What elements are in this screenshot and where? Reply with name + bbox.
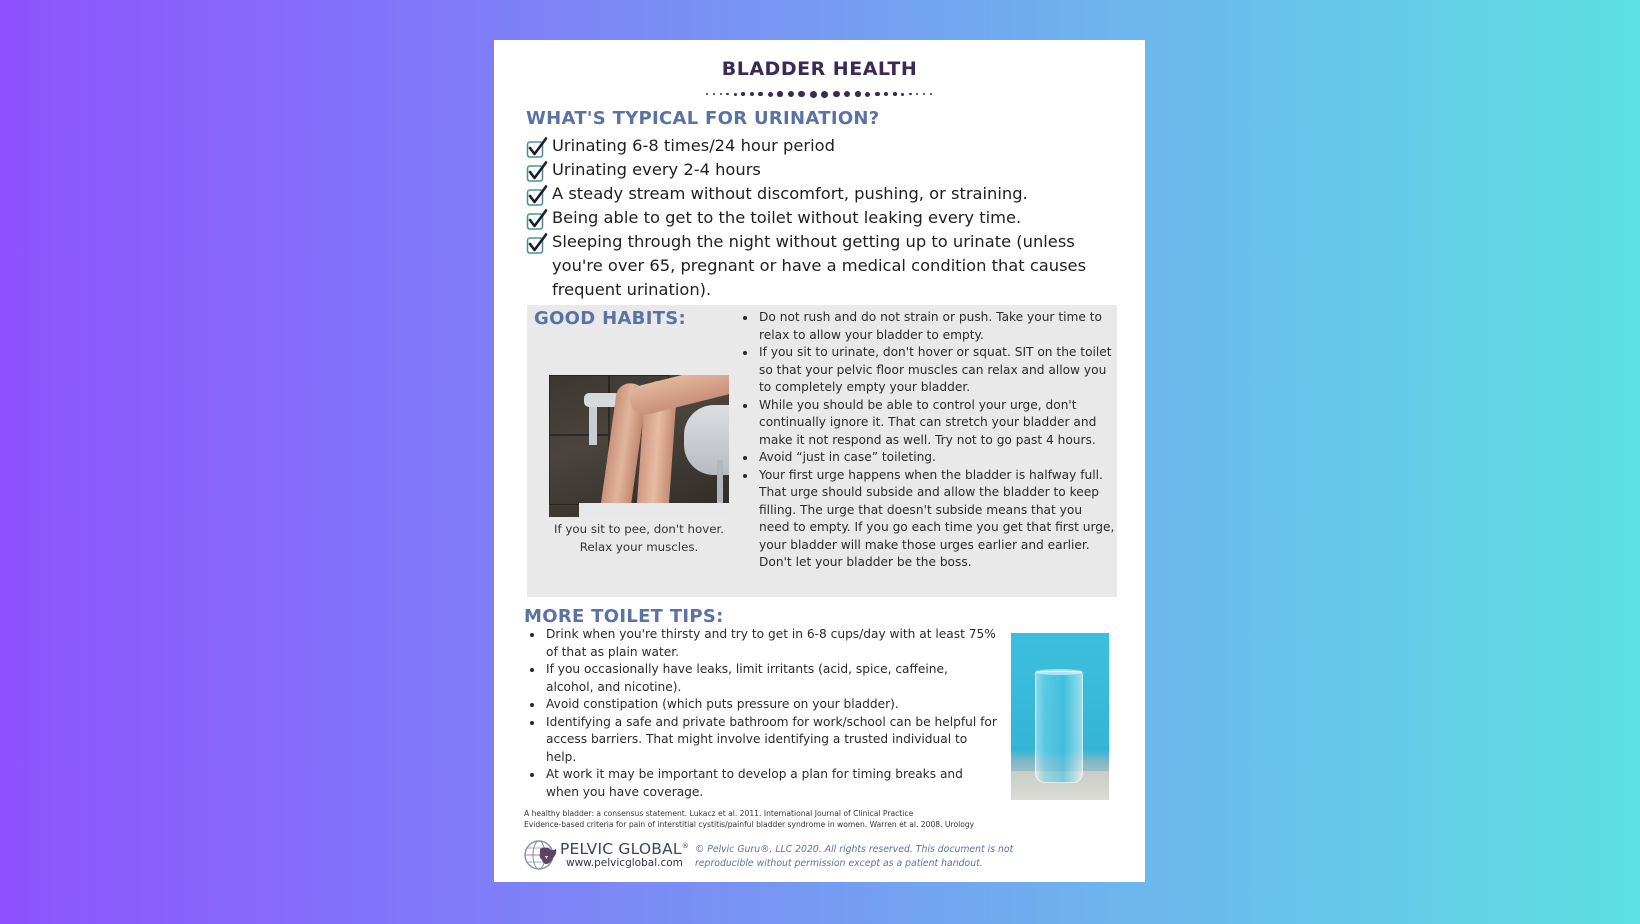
- checkbox-checked-icon: [526, 137, 548, 159]
- pelvic-global-logo: [524, 838, 689, 872]
- water-glass-photo: [1011, 633, 1109, 800]
- checklist-item: Being able to get to the toilet without leaking every time.: [526, 206, 1126, 230]
- reference-item: Evidence-based criteria for pain of interstitial cystitis/painful bladder syndrome in women. Warren et al. 2008. Urology: [524, 820, 975, 829]
- checklist-item: Sleeping through the night without getting up to urinate (unless you're over 65, pregnant or have a medical condition that causes frequent urination).: [526, 230, 1126, 302]
- checklist-item: Urinating 6-8 times/24 hour period: [526, 134, 1126, 158]
- photo-caption: If you sit to pee, don't hover. Relax your muscles.: [554, 522, 724, 554]
- checkbox-checked-icon: [526, 233, 548, 255]
- checklist-item: Urinating every 2-4 hours: [526, 158, 1126, 182]
- good-habits-heading: GOOD HABITS:: [534, 308, 687, 329]
- tip-item: Identifying a safe and private bathroom for work/school can be helpful for access barriers. That might involve identifying a trusted individual to help.: [527, 714, 997, 767]
- page-title: BLADDER HEALTH: [721, 58, 918, 80]
- tip-item: At work it may be important to develop a plan for timing breaks and when you have coverage.: [527, 766, 997, 801]
- checkbox-checked-icon: [526, 209, 548, 231]
- toilet-tips-heading: MORE TOILET TIPS:: [524, 606, 724, 627]
- tip-item: Avoid constipation (which puts pressure on your bladder).: [527, 696, 997, 714]
- logo-url[interactable]: www.pelvicglobal.com: [566, 857, 683, 869]
- habit-item: Do not rush and do not strain or push. Take your time to relax to allow your bladder to empty.: [740, 309, 1116, 344]
- toilet-tips-list: [527, 626, 997, 801]
- globe-pelvis-logo-icon: [524, 838, 558, 872]
- logo-name: PELVIC GLOBAL®: [560, 839, 689, 858]
- good-habits-list: [740, 309, 1116, 572]
- tip-item: If you occasionally have leaks, limit irritants (acid, spice, caffeine, alcohol, and nicotine).: [527, 661, 997, 696]
- toilet-sitting-photo: [549, 375, 729, 517]
- copyright-notice: © Pelvic Guru®, LLC 2020. All rights reserved. This document is not reproducible without permission except as a patient handout.: [695, 844, 1014, 869]
- handout-page: [494, 40, 1145, 882]
- checkbox-checked-icon: [526, 185, 548, 207]
- title-divider-dots: [706, 90, 932, 98]
- checklist-item: A steady stream without discomfort, pushing, or straining.: [526, 182, 1126, 206]
- habit-item: Avoid “just in case” toileting.: [740, 449, 1116, 467]
- habit-item: Your first urge happens when the bladder is halfway full. That urge should subside and allow the bladder to keep filling. The urge that doesn't subside means that you need to empty. If you go each time you get that first urge, your bladder will make those urges earlier and earlier. Don't let your bladder be the boss.: [740, 467, 1116, 572]
- tip-item: Drink when you're thirsty and try to get in 6-8 cups/day with at least 75% of that as plain water.: [527, 626, 997, 661]
- typical-checklist: [526, 134, 1126, 302]
- habit-item: While you should be able to control your urge, don't continually ignore it. That can stretch your bladder and make it not respond as well. Try not to go past 4 hours.: [740, 397, 1116, 450]
- references: [524, 808, 1084, 830]
- habit-item: If you sit to urinate, don't hover or squat. SIT on the toilet so that your pelvic floor muscles can relax and allow you to completely empty your bladder.: [740, 344, 1116, 397]
- checkbox-checked-icon: [526, 161, 548, 183]
- typical-heading: WHAT'S TYPICAL FOR URINATION?: [526, 108, 880, 129]
- reference-item: A healthy bladder: a consensus statement. Lukacz et al. 2011. International Journal of Clinical Practice: [524, 809, 914, 818]
